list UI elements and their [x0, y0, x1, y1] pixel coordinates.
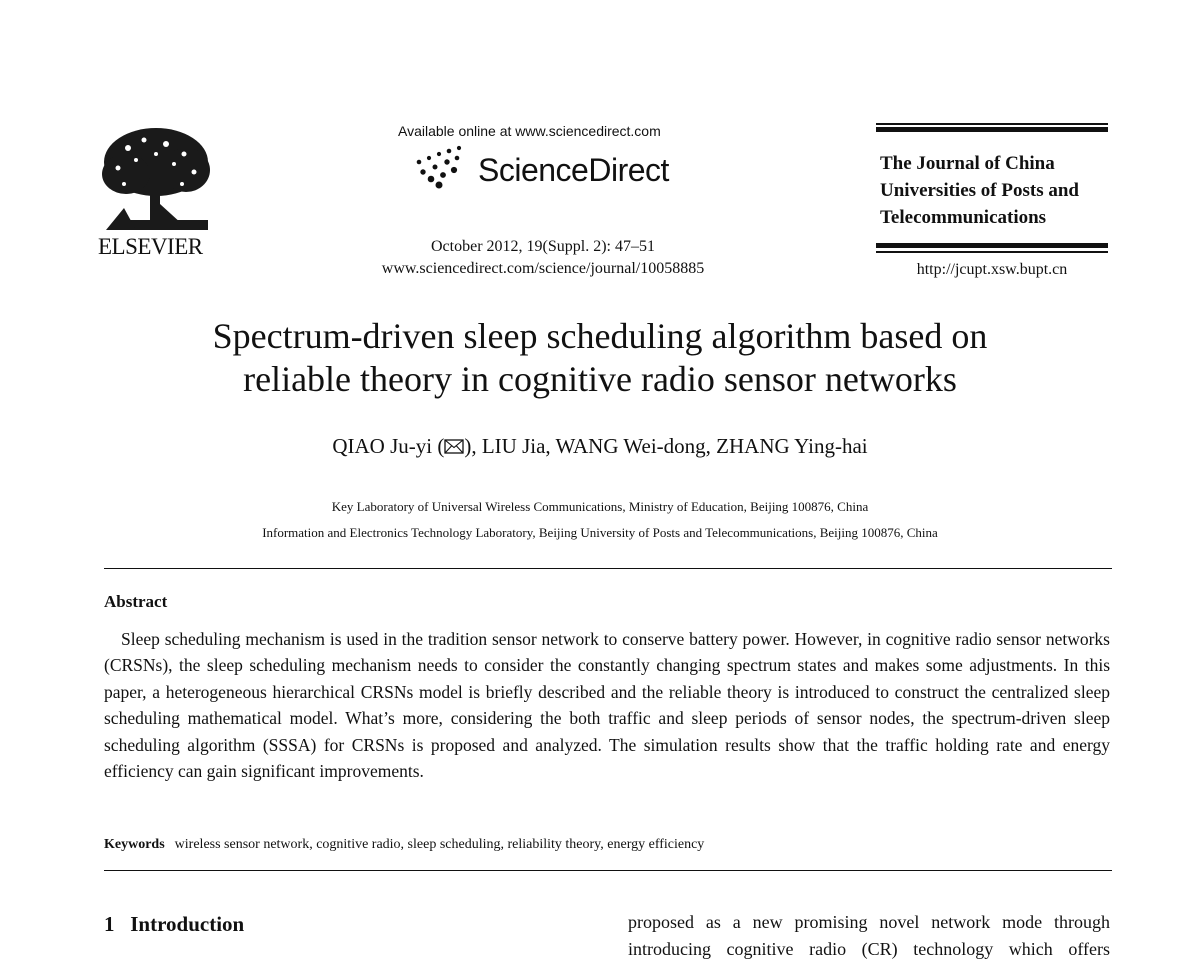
abstract-heading: Abstract [104, 592, 168, 611]
journal-top-rule-thin [876, 123, 1108, 125]
journal-bottom-rule-thin [876, 251, 1108, 253]
journal-top-rule-thick [876, 127, 1108, 132]
journal-title [880, 150, 1108, 231]
journal-title-line: Universities of Posts and [880, 180, 1079, 201]
journal-title-line: The Journal of China [880, 153, 1055, 174]
authors-lead: QIAO Ju-yi ( [332, 434, 445, 458]
journal-title-line: Telecommunications [880, 207, 1047, 228]
paper-title-line: reliable theory in cognitive radio sensor networks [243, 359, 957, 399]
paper-authors [0, 434, 1200, 459]
keywords-line [104, 837, 704, 853]
journal-web-url: www.sciencedirect.com/science/journal/10058885 [381, 260, 705, 277]
affiliation: Information and Electronics Technology Laboratory, Beijing University of Posts and Telecommunications, Beijing 100876, China [262, 525, 938, 540]
abstract-top-rule [104, 568, 1112, 569]
sciencedirect-dots-icon [413, 145, 465, 189]
introduction-column-two [628, 909, 1110, 963]
issue-citation: October 2012, 19(Suppl. 2): 47–51 [431, 238, 655, 255]
elsevier-tree-icon [96, 124, 214, 236]
body-text-line: proposed as a new promising novel network mode through [628, 912, 1110, 932]
sciencedirect-logo-text: ScienceDirect [478, 152, 669, 188]
paper-title [0, 315, 1200, 401]
keywords-bottom-rule [104, 870, 1112, 871]
journal-bottom-rule-thick [876, 243, 1108, 248]
body-text-line: introducing cognitive radio (CR) technology which offers [628, 939, 1110, 959]
publisher-name: ELSEVIER [98, 234, 203, 259]
keywords-label: Keywords [104, 837, 165, 852]
envelope-icon [444, 439, 464, 454]
affiliation: Key Laboratory of Universal Wireless Communications, Ministry of Education, Beijing 100876, China [331, 499, 869, 514]
available-online-text: Available online at www.sciencedirect.com [398, 123, 661, 139]
abstract-body: Sleep scheduling mechanism is used in the tradition sensor network to conserve battery power. However, in cognitive radio sensor networks (CRSNs), the sleep scheduling mechanism needs to consider the constantly changing spectrum states and makes some adjustments. In this paper, a heterogeneous hierarchical CRSNs model is briefly described and the reliable theory is introduced to construct the centralized sleep scheduling mathematical model. What’s more, considering the both traffic and sleep periods of sensor nodes, the spectrum-driven sleep scheduling algorithm (SSSA) for CRSNs is proposed and analyzed. The simulation results show that the traffic holding rate and energy efficiency can gain significant improvements. [104, 629, 1110, 782]
paper-title-line: Spectrum-driven sleep scheduling algorithm based on [212, 316, 988, 356]
introduction-heading: 1 Introduction [104, 912, 245, 936]
journal-url: http://jcupt.xsw.bupt.cn [916, 261, 1068, 278]
authors-rest: ), LIU Jia, WANG Wei-dong, ZHANG Ying-hai [464, 434, 868, 458]
keywords-text: wireless sensor network, cognitive radio, sleep scheduling, reliability theory, energy efficiency [174, 837, 705, 852]
